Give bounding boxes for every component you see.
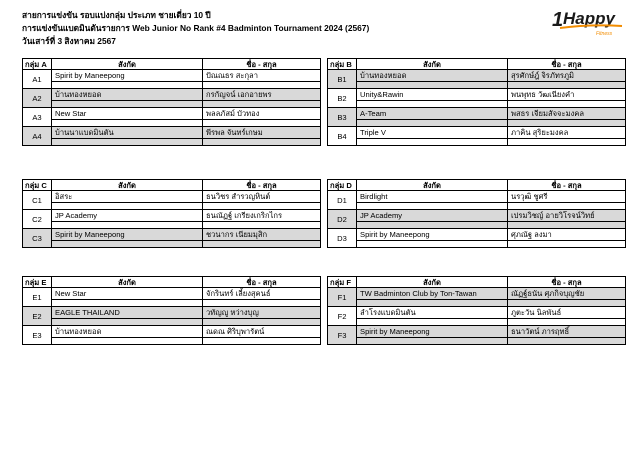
club-cell: บ้านทองหยอด — [52, 326, 203, 338]
name-cell: นรวุฒิ ชูศรี — [508, 191, 626, 203]
club-cell: JP Academy — [357, 210, 508, 222]
table-row — [328, 108, 626, 120]
table-row — [328, 326, 626, 338]
group-e-table — [22, 276, 321, 345]
name-cell: จักรินทร์ เลี้ยงสุคนธ์ — [203, 288, 321, 300]
table-row — [23, 288, 321, 300]
group-label: กลุ่ม C — [23, 180, 52, 191]
club-cell: Birdlight — [357, 191, 508, 203]
name-cell: ภาคิน สุริยะมงคล — [508, 127, 626, 139]
group-label: กลุ่ม D — [328, 180, 357, 191]
table-row — [23, 191, 321, 203]
col-name: ชื่อ - สกุล — [203, 277, 321, 288]
seed-code: E2 — [23, 307, 52, 326]
club-cell: บ้านนาแบดมินตัน — [52, 127, 203, 139]
seed-code: B2 — [328, 89, 357, 108]
col-name: ชื่อ - สกุล — [508, 277, 626, 288]
name-cell: ศุภณัฐ ลงมา — [508, 229, 626, 241]
group-label: กลุ่ม F — [328, 277, 357, 288]
name-cell: ณัฏฐ์ธนัน ศุภกิจบุญชัย — [508, 288, 626, 300]
club-cell: บ้านทองหยอด — [357, 70, 508, 82]
name-cell: เปรมวิชญ์ อายวิโรจน์วิทย์ — [508, 210, 626, 222]
logo-sub: Fitness — [596, 31, 613, 37]
name-cell: ธนาวัตน์ ภารฤทธิ์ — [508, 326, 626, 338]
seed-code: E1 — [23, 288, 52, 307]
club-cell: อิสระ — [52, 191, 203, 203]
group-d-table — [327, 179, 626, 248]
table-row — [23, 326, 321, 338]
name-cell: ธนณัฏฐ์ เกรียงเกริกไกร — [203, 210, 321, 222]
col-club: สังกัด — [52, 277, 203, 288]
col-name: ชื่อ - สกุล — [203, 180, 321, 191]
name-cell: ชวนากร เนียมมุสิก — [203, 229, 321, 241]
logo-number: 1 — [552, 9, 564, 31]
club-cell: Spirit by Maneepong — [357, 229, 508, 241]
seed-code: A1 — [23, 70, 52, 89]
col-name: ชื่อ - สกุล — [508, 59, 626, 70]
seed-code: D1 — [328, 191, 357, 210]
name-cell: พนพุทธ วัฒเนียงคำ — [508, 89, 626, 101]
table-row — [328, 70, 626, 82]
club-cell: TW Badminton Club by Ton-Tawan — [357, 288, 508, 300]
col-club: สังกัด — [52, 59, 203, 70]
seed-code: E3 — [23, 326, 52, 345]
name-cell: ธนวิชร สำรวญหินต์ — [203, 191, 321, 203]
seed-code: D3 — [328, 229, 357, 248]
club-cell: บ้านทองหยอด — [52, 89, 203, 101]
table-row — [328, 127, 626, 139]
group-a-table — [22, 58, 321, 146]
club-cell: New Star — [52, 288, 203, 300]
seed-code: B1 — [328, 70, 357, 89]
club-cell: Spirit by Maneepong — [52, 70, 203, 82]
table-row — [23, 307, 321, 319]
seed-code: F3 — [328, 326, 357, 345]
seed-code: A2 — [23, 89, 52, 108]
name-cell: สุรศักษ์ฎ์ จิรภัทรภูมิ — [508, 70, 626, 82]
page-header — [22, 9, 562, 48]
seed-code: C2 — [23, 210, 52, 229]
col-name: ชื่อ - สกุล — [203, 59, 321, 70]
table-row — [328, 307, 626, 319]
happy-fitness-logo — [550, 4, 628, 38]
name-cell: ภูตะวัน นิลพันธ์ — [508, 307, 626, 319]
group-label: กลุ่ม E — [23, 277, 52, 288]
name-cell: วทัญญู หว่างบุญ — [203, 307, 321, 319]
group-c-table — [22, 179, 321, 248]
club-cell: Unity&Rawin — [357, 89, 508, 101]
col-club: สังกัด — [52, 180, 203, 191]
group-f-table — [327, 276, 626, 345]
group-label: กลุ่ม A — [23, 59, 52, 70]
seed-code: B3 — [328, 108, 357, 127]
table-row — [328, 89, 626, 101]
col-club: สังกัด — [357, 59, 508, 70]
club-cell: Spirit by Maneepong — [357, 326, 508, 338]
col-name: ชื่อ - สกุล — [508, 180, 626, 191]
table-row — [23, 108, 321, 120]
seed-code: D2 — [328, 210, 357, 229]
club-cell: A-Team — [357, 108, 508, 120]
table-row — [328, 229, 626, 241]
name-cell: ณดณ ศิริบุพารัตน์ — [203, 326, 321, 338]
seed-code: B4 — [328, 127, 357, 146]
club-cell: JP Academy — [52, 210, 203, 222]
name-cell: พลลภัสม์ บัวทอง — [203, 108, 321, 120]
club-cell: EAGLE THAILAND — [52, 307, 203, 319]
name-cell: พสธร เจียมสัจจะมงคล — [508, 108, 626, 120]
header-title: สายการแข่งขัน รอบแบ่งกลุ่ม ประเภท ชายเดี่ยว 10 ปี — [22, 10, 211, 20]
group-b-table — [327, 58, 626, 146]
seed-code: F1 — [328, 288, 357, 307]
seed-code: C1 — [23, 191, 52, 210]
seed-code: C3 — [23, 229, 52, 248]
name-cell: ปัณณธร สะกุลา — [203, 70, 321, 82]
club-cell: Spirit by Maneepong — [52, 229, 203, 241]
club-cell: ลำโรงแบดมินตัน — [357, 307, 508, 319]
name-cell: พีรพล จันทร์เกษม — [203, 127, 321, 139]
club-cell: New Star — [52, 108, 203, 120]
seed-code: A3 — [23, 108, 52, 127]
table-row — [328, 191, 626, 203]
table-row — [23, 210, 321, 222]
table-row — [23, 89, 321, 101]
table-row — [23, 229, 321, 241]
table-row — [328, 210, 626, 222]
name-cell: กรกัญจน์ เอกอายพร — [203, 89, 321, 101]
col-club: สังกัด — [357, 180, 508, 191]
table-row — [23, 127, 321, 139]
club-cell: Triple V — [357, 127, 508, 139]
seed-code: A4 — [23, 127, 52, 146]
group-label: กลุ่ม B — [328, 59, 357, 70]
header-date: วันเสาร์ที่ 3 สิงหาคม 2567 — [22, 36, 116, 46]
logo-word: Happy — [563, 9, 615, 28]
header-tournament: การแข่งขันแบดมินตันรายการ Web Junior No Rank #4 Badminton Tournament 2024 (2567) — [22, 23, 370, 33]
col-club: สังกัด — [357, 277, 508, 288]
table-row — [23, 70, 321, 82]
seed-code: F2 — [328, 307, 357, 326]
table-row — [328, 288, 626, 300]
